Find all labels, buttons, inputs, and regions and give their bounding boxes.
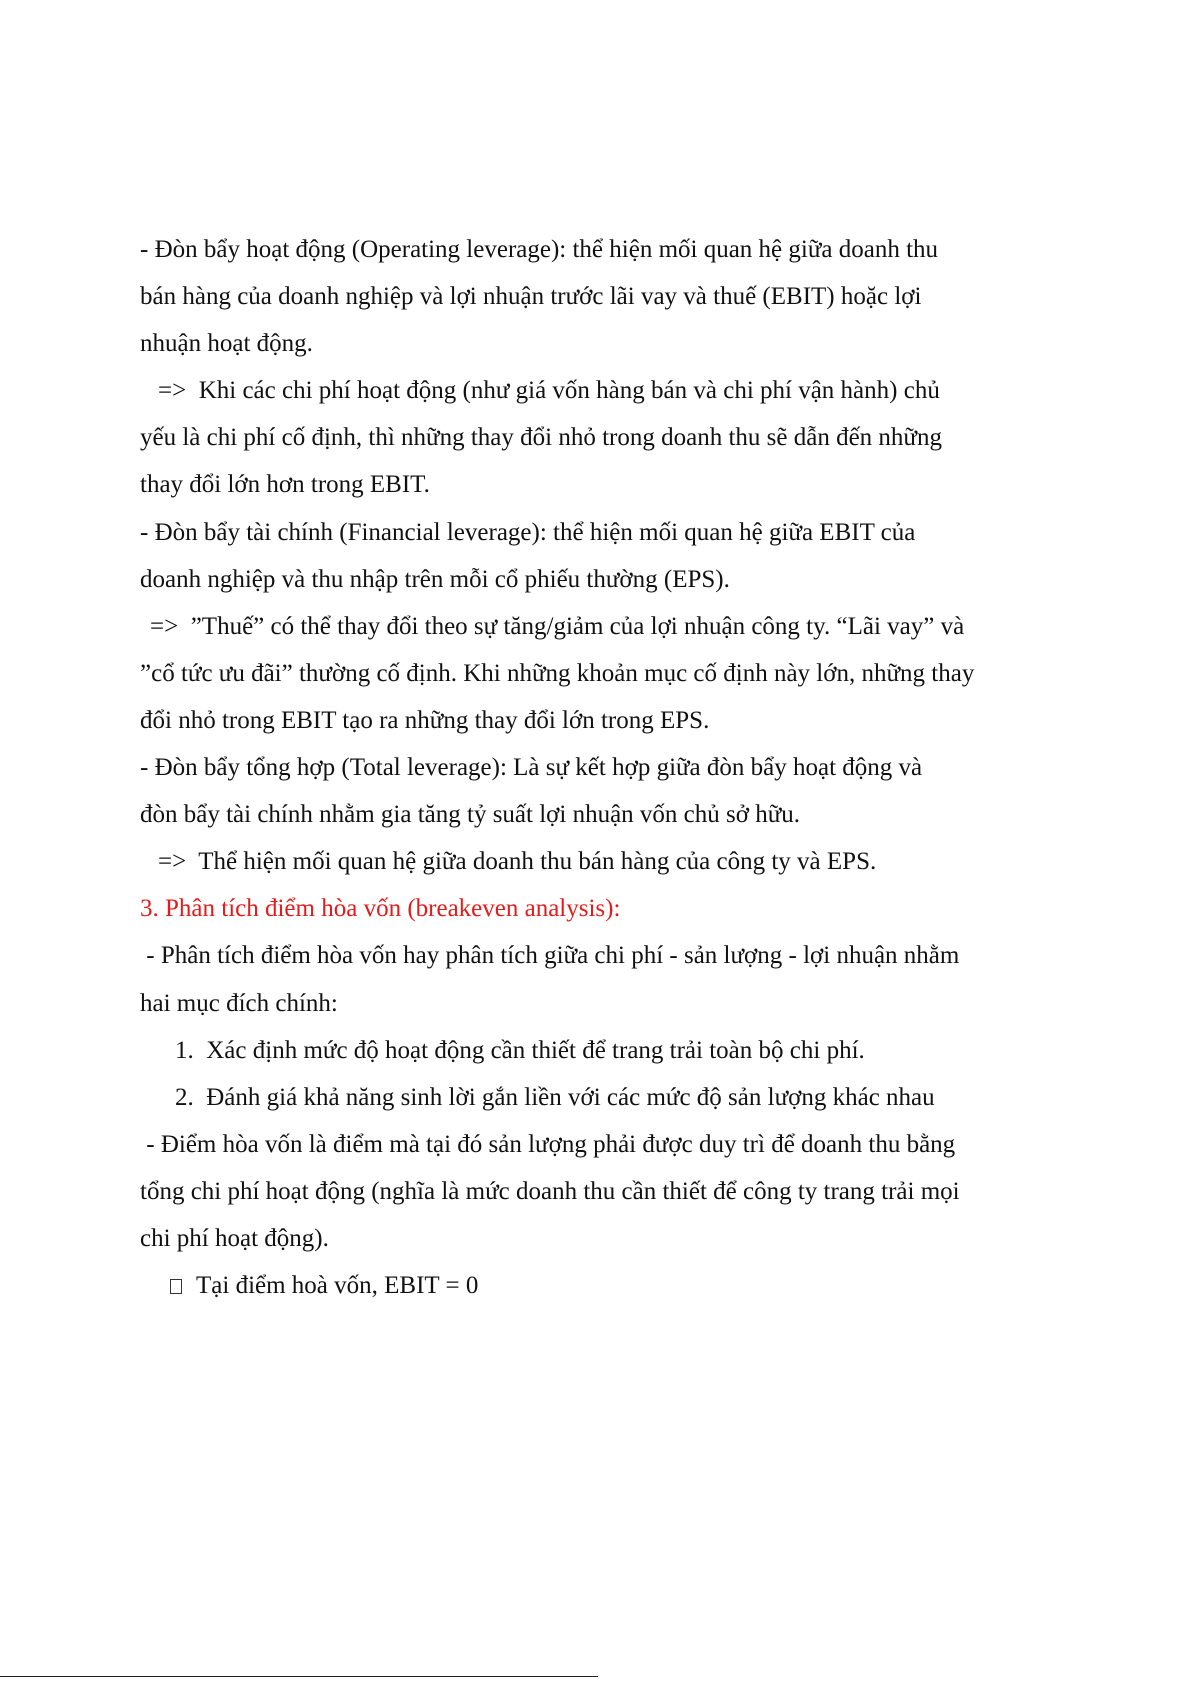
paragraph-line: - Điểm hòa vốn là điểm mà tại đó sản lượng phải được duy trì để doanh thu bằng xyxy=(140,1130,956,1158)
paragraph-line: bán hàng của doanh nghiệp và lợi nhuận trước lãi vay và thuế (EBIT) hoặc lợi xyxy=(140,283,922,311)
section-heading: 3. Phân tích điểm hòa vốn (breakeven analysis): xyxy=(140,895,621,923)
numbered-list-item: 1. Xác định mức độ hoạt động cần thiết để trang trải toàn bộ chi phí. xyxy=(175,1036,865,1064)
paragraph-line: => Khi các chi phí hoạt động (như giá vốn hàng bán và chi phí vận hành) chủ xyxy=(158,377,940,405)
paragraph-line: chi phí hoạt động). xyxy=(140,1224,329,1252)
paragraph-line: - Đòn bẩy tài chính (Financial leverage): thể hiện mối quan hệ giữa EBIT của xyxy=(140,518,916,546)
paragraph-line: ”cổ tức ưu đãi” thường cố định. Khi những khoản mục cố định này lớn, những thay xyxy=(140,659,975,687)
footer-rule xyxy=(0,1676,598,1677)
paragraph-line: - Đòn bẩy tổng hợp (Total leverage): Là sự kết hợp giữa đòn bẩy hoạt động và xyxy=(140,754,923,782)
paragraph-line: => ”Thuế” có thể thay đổi theo sự tăng/giảm của lợi nhuận công ty. “Lãi vay” và xyxy=(150,612,965,640)
checkbox-bullet-item xyxy=(140,1262,1060,1309)
numbered-list-item: 2. Đánh giá khả năng sinh lời gắn liền với các mức độ sản lượng khác nhau xyxy=(175,1083,935,1111)
paragraph-line: yếu là chi phí cố định, thì những thay đổi nhỏ trong doanh thu sẽ dẫn đến những xyxy=(140,424,942,452)
paragraph-line: hai mục đích chính: xyxy=(140,989,338,1017)
paragraph-line: => Thể hiện mối quan hệ giữa doanh thu bán hàng của công ty và EPS. xyxy=(158,848,877,876)
document-body xyxy=(140,226,1060,1309)
paragraph-line: thay đổi lớn hơn trong EBIT. xyxy=(140,471,430,499)
paragraph-line: doanh nghiệp và thu nhập trên mỗi cổ phiếu thường (EPS). xyxy=(140,565,730,593)
paragraph-line: đòn bẩy tài chính nhằm gia tăng tỷ suất lợi nhuận vốn chủ sở hữu. xyxy=(140,801,801,829)
paragraph-line: - Phân tích điểm hòa vốn hay phân tích giữa chi phí - sản lượng - lợi nhuận nhằm xyxy=(140,942,960,970)
paragraph-line: đổi nhỏ trong EBIT tạo ra những thay đổi lớn trong EPS. xyxy=(140,706,710,734)
paragraph-line: - Đòn bẩy hoạt động (Operating leverage): thể hiện mối quan hệ giữa doanh thu xyxy=(140,236,939,263)
bullet-text: Tại điểm hoà vốn, EBIT = 0 xyxy=(196,1272,479,1300)
checkbox-bullet-icon xyxy=(170,1279,182,1294)
paragraph-line: tổng chi phí hoạt động (nghĩa là mức doanh thu cần thiết để công ty trang trải mọi xyxy=(140,1177,960,1205)
paragraph-line: nhuận hoạt động. xyxy=(140,330,313,358)
